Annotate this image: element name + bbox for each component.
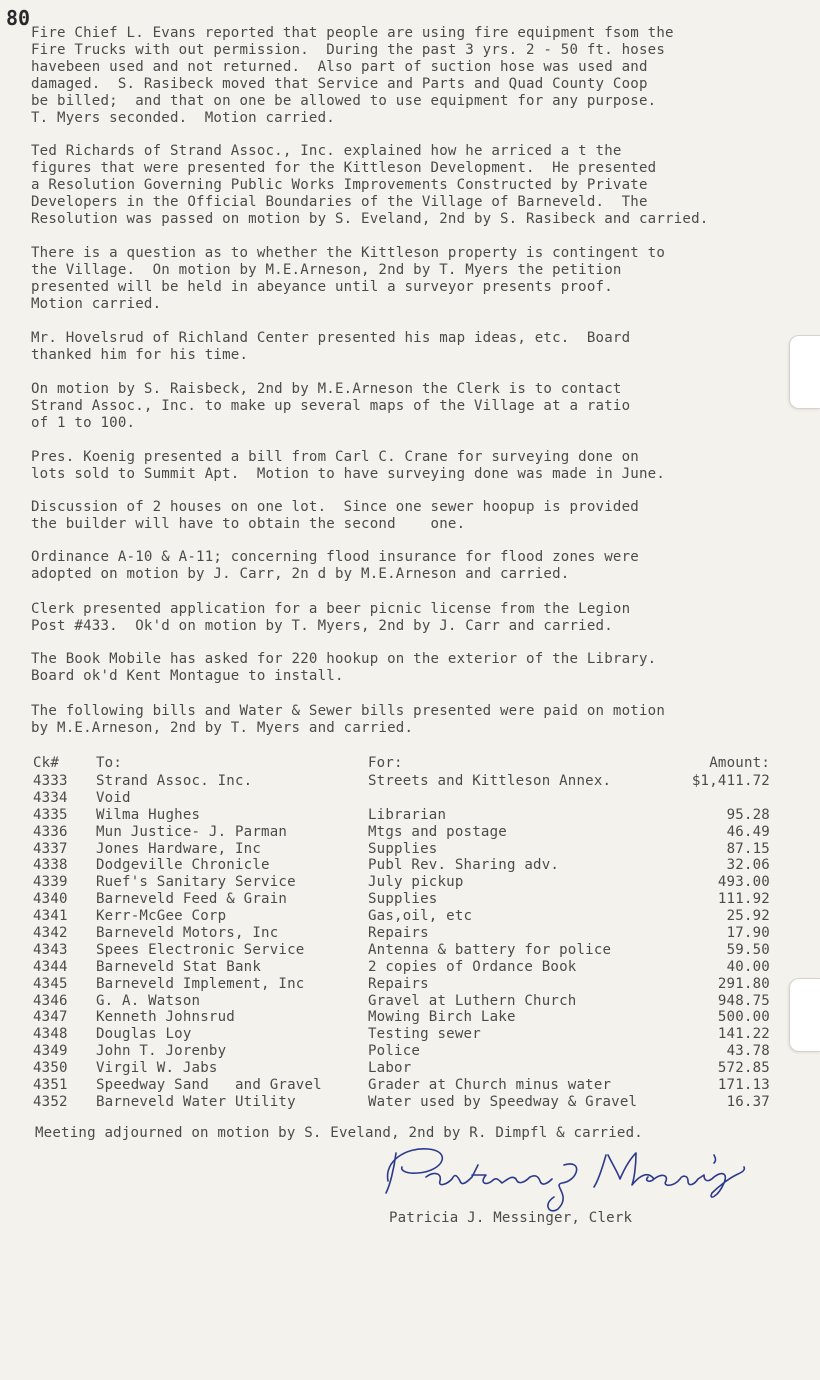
bill-purpose: Antenna & battery for police (368, 941, 612, 958)
bill-payee: Mun Justice- J. Parman (96, 823, 288, 840)
bills-table (33, 755, 793, 1111)
bill-payee: Barneveld Implement, Inc (96, 975, 305, 992)
bill-row (33, 891, 793, 908)
bill-amount: $1,411.72 (691, 773, 770, 789)
bill-payee: Jones Hardware, Inc (96, 840, 262, 857)
bill-check-number: 4337 (33, 840, 68, 857)
signer-name-title: Patricia J. Messinger, Clerk (389, 1210, 633, 1226)
bill-amount: 16.37 (726, 1093, 770, 1110)
bill-payee: Virgil W. Jabs (96, 1060, 218, 1077)
bill-check-number: 4344 (33, 958, 68, 975)
bill-purpose: Police (368, 1043, 421, 1060)
bill-check-number: 4333 (33, 773, 68, 789)
paragraph-beer-license: Clerk presented application for a beer picnic license from the Legion Post #433. Ok'd on motion by T. Myers, 2nd by J. Carr and carried. (31, 601, 631, 634)
bill-payee: Barneveld Stat Bank (96, 958, 262, 975)
bill-row (33, 1043, 793, 1060)
bill-row (33, 841, 793, 858)
bill-amount: 87.15 (726, 840, 770, 857)
bill-purpose: 2 copies of Ordance Book (368, 958, 577, 975)
bill-purpose (368, 790, 648, 807)
bill-purpose: Supplies (368, 891, 438, 908)
binder-tab-top (789, 335, 820, 409)
bill-payee: John T. Jorenby (96, 1043, 227, 1060)
bill-payee: Barneveld Water Utility (96, 1093, 296, 1110)
bill-payee: Barneveld Motors, Inc (96, 925, 279, 942)
bill-purpose: July pickup (368, 874, 464, 891)
bill-amount: 43.78 (726, 1043, 770, 1060)
bill-row (33, 824, 793, 841)
bill-check-number: 4351 (33, 1077, 68, 1094)
bill-purpose: Repairs (368, 975, 429, 992)
bill-purpose: Streets and Kittleson Annex. (368, 773, 612, 789)
bill-purpose: Labor (368, 1060, 412, 1077)
bill-row (33, 1009, 793, 1026)
bills-table-header (33, 755, 793, 773)
bill-check-number: 4339 (33, 874, 68, 891)
bill-check-number: 4345 (33, 975, 68, 992)
bill-amount: 500.00 (717, 1009, 770, 1026)
bill-check-number: 4340 (33, 891, 68, 908)
binder-tab-bottom (789, 978, 820, 1052)
bills-table-body (33, 773, 793, 1111)
bill-purpose: Testing sewer (368, 1026, 481, 1043)
handwritten-signature (382, 1135, 762, 1215)
bill-amount: 32.06 (726, 857, 770, 874)
bill-payee: G. A. Watson (96, 992, 201, 1009)
bill-row (33, 925, 793, 942)
bill-payee: Barneveld Feed & Grain (96, 891, 288, 908)
bill-amount: 46.49 (726, 823, 770, 840)
bill-amount: 493.00 (717, 874, 770, 891)
bill-row (33, 942, 793, 959)
header-ck: Ck# (33, 755, 60, 771)
bill-amount: 171.13 (717, 1077, 770, 1094)
bill-row (33, 1060, 793, 1077)
bill-purpose: Repairs (368, 925, 429, 942)
bill-payee: Spees Electronic Service (96, 941, 305, 958)
paragraph-village-maps: On motion by S. Raisbeck, 2nd by M.E.Arneson the Clerk is to contact Strand Assoc., Inc. to make up several maps of the Village at a ratio of 1 to 100. (31, 381, 631, 431)
bill-check-number: 4349 (33, 1043, 68, 1060)
bill-payee: Wilma Hughes (96, 806, 201, 823)
bill-check-number: 4336 (33, 823, 68, 840)
header-amount: Amount: (709, 755, 770, 771)
bill-check-number: 4343 (33, 941, 68, 958)
bill-check-number: 4346 (33, 992, 68, 1009)
bill-row (33, 1077, 793, 1094)
bill-check-number: 4350 (33, 1060, 68, 1077)
bill-amount: 141.22 (717, 1026, 770, 1043)
header-for: For: (368, 755, 403, 771)
bill-purpose: Mowing Birch Lake (368, 1009, 516, 1026)
paragraph-strand-resolution: Ted Richards of Strand Assoc., Inc. explained how he arriced a t the figures that were presented for the Kittleson Development. He presented a Resolution Governing Public Works Improvements Constructed by Private Developers in the Official Boundaries of the Village of Barneveld. The Resolution was passed on motion by S. Eveland, 2nd by S. Rasibeck and carried. (31, 143, 709, 227)
page-number: 80 (6, 6, 31, 30)
bill-purpose: Mtgs and postage (368, 823, 507, 840)
bill-check-number: 4338 (33, 857, 68, 874)
bill-amount: 25.92 (726, 908, 770, 925)
bill-amount: 948.75 (717, 992, 770, 1009)
bill-amount: 17.90 (726, 925, 770, 942)
bill-row (33, 857, 793, 874)
signature-graphic (382, 1135, 762, 1215)
bill-purpose: Water used by Speedway & Gravel (368, 1093, 638, 1110)
bill-payee: Void (96, 789, 131, 806)
bill-purpose: Grader at Church minus water (368, 1077, 612, 1094)
bill-payee: Dodgeville Chronicle (96, 857, 270, 874)
bill-row (33, 1094, 793, 1111)
paragraph-hovelsrud: Mr. Hovelsrud of Richland Center presented his map ideas, etc. Board thanked him for his time. (31, 330, 631, 363)
bill-amount: 111.92 (717, 891, 770, 908)
bill-amount: 95.28 (726, 806, 770, 823)
bill-check-number: 4347 (33, 1009, 68, 1026)
bill-amount: 40.00 (726, 958, 770, 975)
bill-row (33, 959, 793, 976)
bill-check-number: 4352 (33, 1093, 68, 1110)
bill-row (33, 773, 793, 790)
bill-amount: 572.85 (717, 1060, 770, 1077)
bill-payee: Speedway Sand and Gravel (96, 1077, 322, 1094)
bill-purpose: Librarian (368, 806, 447, 823)
bill-row (33, 1026, 793, 1043)
bill-payee: Ruef's Sanitary Service (96, 874, 296, 891)
bill-row (33, 807, 793, 824)
paragraph-flood-ordinance: Ordinance A-10 & A-11; concerning flood insurance for flood zones were adopted on motion by J. Carr, 2n d by M.E.Arneson and carried. (31, 549, 639, 582)
bill-row (33, 976, 793, 993)
bill-purpose: Gas,oil, etc (368, 908, 473, 925)
header-to: To: (96, 755, 123, 771)
bill-check-number: 4334 (33, 789, 68, 806)
adjournment-line: Meeting adjourned on motion by S. Eveland, 2nd by R. Dimpfl & carried. (35, 1125, 643, 1141)
bill-row (33, 790, 793, 807)
bill-payee: Kenneth Johnsrud (96, 1009, 235, 1026)
bill-check-number: 4342 (33, 925, 68, 942)
paragraph-fire-equipment: Fire Chief L. Evans reported that people are using fire equipment fsom the Fire Trucks with out permission. During the past 3 yrs. 2 - 50 ft. hoses havebeen used and not returned. Also part of suction hose was used and damaged. S. Rasibeck moved that Service and Parts and Quad County Coop be billed; and that on one be allowed to use equipment for any purpose. T. Myers seconded. Motion carried. (31, 25, 674, 126)
bill-amount: 291.80 (717, 975, 770, 992)
bill-payee: Kerr-McGee Corp (96, 908, 227, 925)
bill-purpose: Publ Rev. Sharing adv. (368, 857, 560, 874)
bill-amount (648, 790, 770, 807)
bill-amount: 59.50 (726, 941, 770, 958)
bill-check-number: 4348 (33, 1026, 68, 1043)
bill-row (33, 908, 793, 925)
paragraph-book-mobile: The Book Mobile has asked for 220 hookup on the exterior of the Library. Board ok'd Kent Montague to install. (31, 651, 657, 684)
bill-row (33, 993, 793, 1010)
bill-check-number: 4341 (33, 908, 68, 925)
bill-payee: Strand Assoc. Inc. (96, 773, 253, 789)
bill-payee: Douglas Loy (96, 1026, 192, 1043)
bill-row (33, 874, 793, 891)
bill-purpose: Supplies (368, 840, 438, 857)
bill-purpose: Gravel at Luthern Church (368, 992, 577, 1009)
bill-check-number: 4335 (33, 806, 68, 823)
paragraph-two-houses: Discussion of 2 houses on one lot. Since one sewer hoopup is provided the builder will have to obtain the second one. (31, 499, 639, 532)
paragraph-surveying-bill: Pres. Koenig presented a bill from Carl C. Crane for surveying done on lots sold to Summit Apt. Motion to have surveying done was made in June. (31, 449, 666, 482)
paragraph-bills-approved: The following bills and Water & Sewer bills presented were paid on motion by M.E.Arneson, 2nd by T. Myers and carried. (31, 703, 666, 736)
paragraph-kittleson-property: There is a question as to whether the Kittleson property is contingent to the Village. On motion by M.E.Arneson, 2nd by T. Myers the petition presented will be held in abeyance until a surveyor presents proof. Motion carried. (31, 245, 666, 312)
